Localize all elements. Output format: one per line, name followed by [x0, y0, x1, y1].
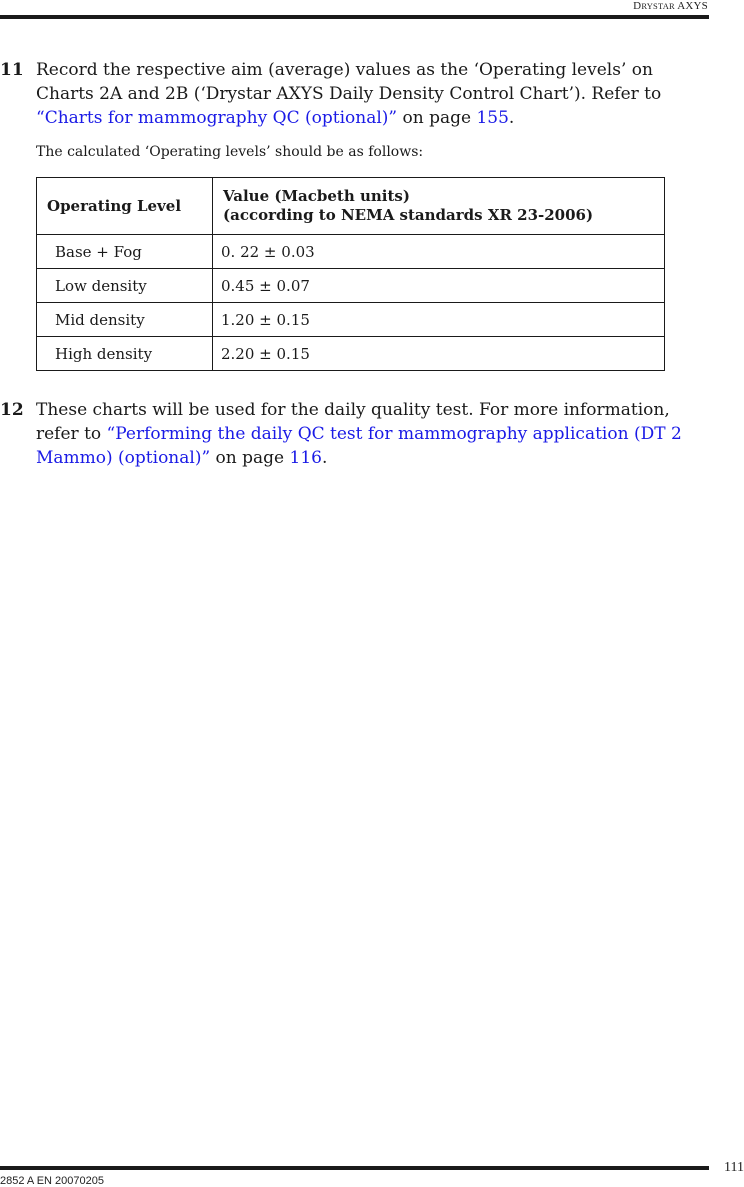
- daily-qc-test-link[interactable]: “Performing the daily QC test for mammography application (DT 2 Mammo) (optional)”: [36, 424, 682, 468]
- header-value: [213, 178, 665, 235]
- footer-rule: [0, 1166, 709, 1170]
- step-11: [0, 58, 709, 130]
- cell-value: 1.20 ± 0.15: [213, 303, 665, 337]
- header-brand-smallcaps: RYSTAR: [641, 1, 675, 11]
- page-116-link[interactable]: 116: [289, 448, 322, 468]
- step-12: [0, 398, 709, 470]
- cell-value: 0.45 ± 0.07: [213, 269, 665, 303]
- table-row: [37, 303, 665, 337]
- table-row: [37, 235, 665, 269]
- step-text: [36, 398, 709, 470]
- table-row: [37, 269, 665, 303]
- step-number: 11: [0, 60, 24, 80]
- footer-document-id: 2852 A EN 20070205: [0, 1175, 104, 1187]
- step-number: 12: [0, 400, 24, 420]
- footer-page-number: 111: [724, 1160, 744, 1175]
- table-row: [37, 337, 665, 371]
- step-text-part: These charts will be used for the daily quality test. For more information, refer to: [36, 400, 670, 444]
- cell-value: 0. 22 ± 0.03: [213, 235, 665, 269]
- cell-level: High density: [37, 337, 213, 371]
- cell-level: Base + Fog: [37, 235, 213, 269]
- charts-mammography-link[interactable]: “Charts for mammography QC (optional)”: [36, 108, 398, 128]
- header-operating-level: Operating Level: [37, 178, 213, 235]
- step-text-part: on page: [210, 448, 290, 468]
- cell-level: Low density: [37, 269, 213, 303]
- operating-levels-note: The calculated ‘Operating levels’ should be as follows:: [36, 144, 424, 160]
- cell-value: 2.20 ± 0.15: [213, 337, 665, 371]
- header-brand-axys: AXYS: [674, 0, 708, 12]
- table-header-row: [37, 178, 665, 235]
- running-header: [633, 0, 708, 12]
- operating-levels-table: [36, 177, 665, 371]
- step-text-part: .: [321, 448, 328, 468]
- header-brand-initial: D: [633, 0, 642, 12]
- step-text-part: .: [508, 108, 515, 128]
- step-text: [36, 58, 709, 130]
- cell-level: Mid density: [37, 303, 213, 337]
- header-value-line2: (according to NEMA standards XR 23-2006): [223, 206, 594, 224]
- header-rule: [0, 15, 709, 19]
- page-155-link[interactable]: 155: [476, 108, 509, 128]
- step-text-part: on page: [397, 108, 477, 128]
- step-text-part: Record the respective aim (average) values as the ‘Operating levels’ on Charts 2A and 2B (‘Drystar AXYS Daily Density Control Chart’). Refer to: [36, 60, 662, 104]
- header-value-line1: Value (Macbeth units): [223, 187, 410, 205]
